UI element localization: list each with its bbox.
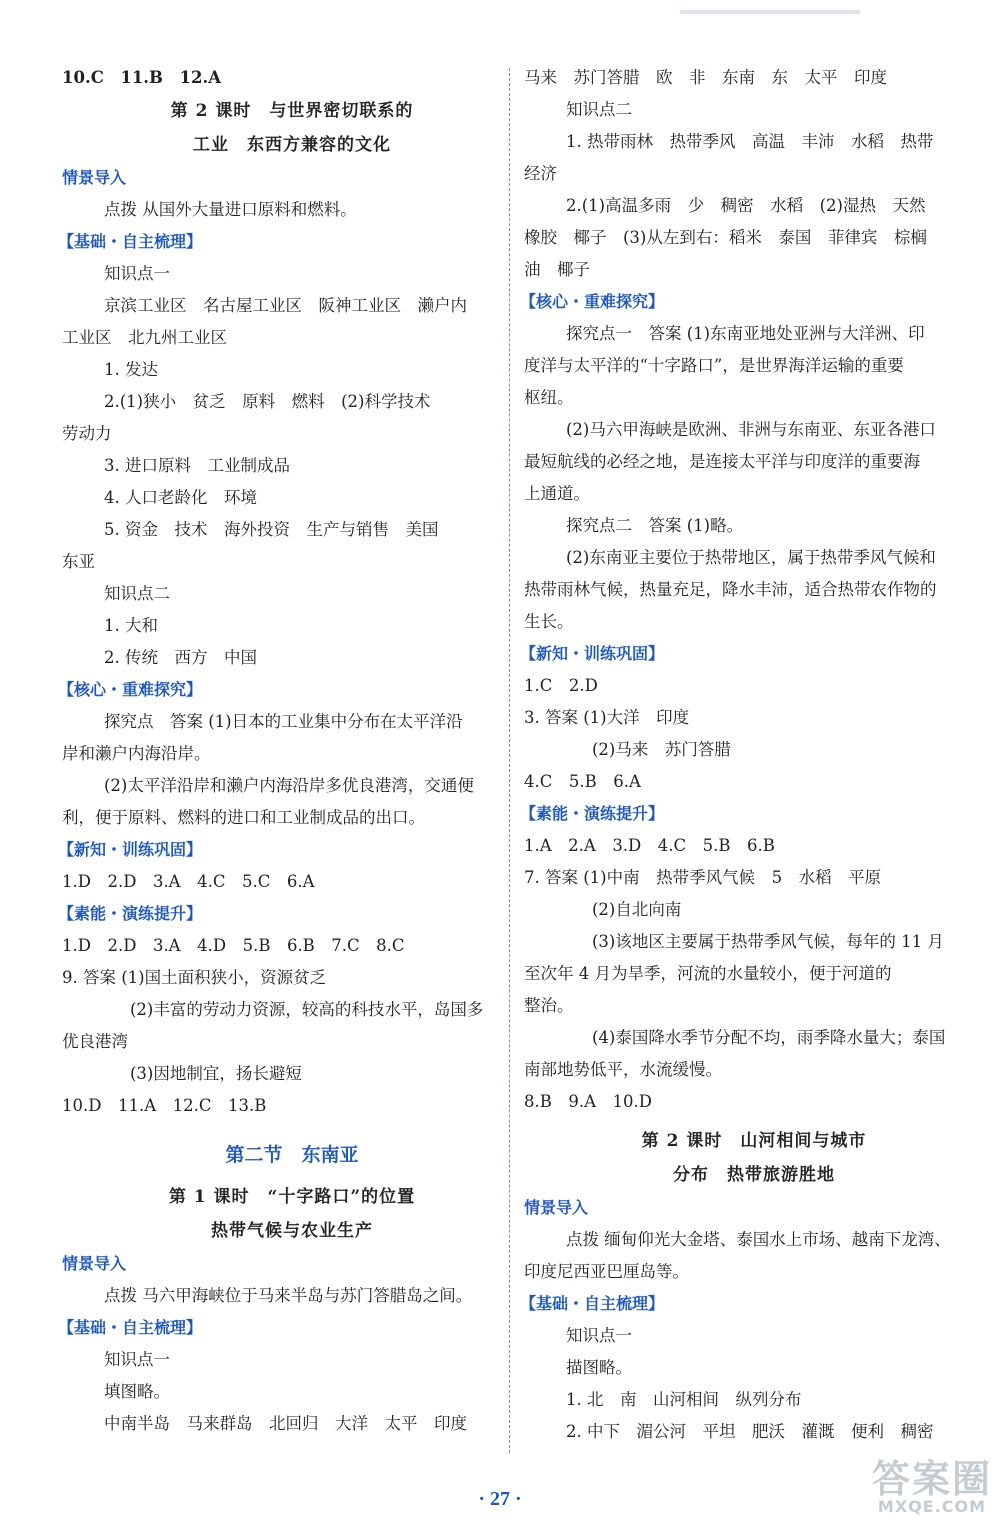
text-line: 2.(1)高温多雨 少 稠密 水稻 (2)湿热 天然 — [566, 196, 926, 215]
section-heading: 【核心・重难探究】 — [520, 292, 665, 311]
section-heading: 【基础・自主梳理】 — [58, 232, 203, 251]
text-line: 2. 传统 西方 中国 — [104, 648, 257, 667]
text-line: (3)因地制宜，扬长避短 — [130, 1064, 302, 1083]
answer-line: 10.C 11.B 12.A — [62, 68, 221, 87]
text-line: 5. 资金 技术 海外投资 生产与销售 美国 — [104, 520, 439, 539]
text-line: 京滨工业区 名古屋工业区 阪神工业区 濑户内 — [104, 296, 467, 315]
text-line: 知识点一 — [104, 264, 170, 283]
text-line: 利，便于原料、燃料的进口和工业制成品的出口。 — [62, 808, 425, 827]
text-line: (4)泰国降水季节分配不均，雨季降水量大；泰国 — [592, 1028, 946, 1047]
text-line: 枢纽。 — [524, 388, 574, 407]
section-heading: 【基础・自主梳理】 — [58, 1318, 203, 1337]
text-line: (2)太平洋沿岸和濑户内海沿岸多优良港湾，交通便 — [104, 776, 474, 795]
text-line: (2)丰富的劳动力资源，较高的科技水平，岛国多 — [130, 1000, 484, 1019]
lesson-title: 第 2 课时 与世界密切联系的 — [170, 101, 414, 121]
section-heading: 情景导入 — [524, 1198, 589, 1217]
left-column — [58, 62, 522, 1440]
section-heading: 【素能・演练提升】 — [58, 904, 203, 923]
text-line: 7. 答案 (1)中南 热带季风气候 5 水稻 平原 — [524, 868, 882, 887]
section-heading: 情景导入 — [62, 168, 127, 187]
answer-line: 10.D 11.A 12.C 13.B — [62, 1096, 267, 1115]
text-line: (2)自北向南 — [592, 900, 682, 919]
text-line: 最短航线的必经之地，是连接太平洋与印度洋的重要海 — [524, 452, 920, 471]
text-line: 生长。 — [524, 612, 574, 631]
text-line: 经济 — [524, 164, 557, 183]
answer-line: 1.A 2.A 3.D 4.C 5.B 6.B — [524, 836, 775, 855]
lesson-title: 工业 东西方兼容的文化 — [193, 135, 391, 155]
column-divider — [509, 68, 510, 1453]
section-heading: 【素能・演练提升】 — [520, 804, 665, 823]
text-line: 岸和濑户内海沿岸。 — [62, 744, 211, 763]
section-heading: 【核心・重难探究】 — [58, 680, 203, 699]
text-line: 知识点一 — [104, 1350, 170, 1369]
answer-line: 1.D 2.D 3.A 4.C 5.C 6.A — [62, 872, 315, 891]
lesson-title: 热带气候与农业生产 — [211, 1221, 373, 1241]
text-line: 工业区 北九州工业区 — [62, 328, 227, 347]
text-line: 4. 人口老龄化 环境 — [104, 488, 257, 507]
text-line: 1. 大和 — [104, 616, 158, 635]
text-line: 油 椰子 — [524, 260, 590, 279]
text-line: 马来 苏门答腊 欧 非 东南 东 太平 印度 — [524, 68, 887, 87]
section-heading: 【基础・自主梳理】 — [520, 1294, 665, 1313]
text-line: (2)东南亚主要位于热带地区，属于热带季风气候和 — [566, 548, 936, 567]
text-line: 点拨 缅甸仰光大金塔、泰国水上市场、越南下龙湾、 — [566, 1230, 951, 1249]
answer-line: 1.C 2.D — [524, 676, 598, 695]
text-line: 1. 北 南 山河相间 纵列分布 — [566, 1390, 802, 1409]
lesson-title: 第 1 课时 “十字路口”的位置 — [168, 1187, 416, 1207]
section-heading: 【新知・训练巩固】 — [520, 644, 665, 663]
lesson-title: 第 2 课时 山河相间与城市 — [641, 1131, 867, 1151]
text-line: (3)该地区主要属于热带季风气候，每年的 11 月 — [592, 932, 944, 951]
text-line: 整治。 — [524, 996, 574, 1015]
text-line: 点拨 从国外大量进口原料和燃料。 — [104, 200, 357, 219]
section-heading: 【新知・训练巩固】 — [58, 840, 203, 859]
text-line: 1. 发达 — [104, 360, 158, 379]
text-line: 知识点二 — [566, 100, 632, 119]
text-line: 知识点二 — [104, 584, 170, 603]
text-line: 探究点 答案 (1)日本的工业集中分布在太平洋沿 — [104, 712, 463, 731]
text-line: 2. 中下 湄公河 平坦 肥沃 灌溉 便利 稠密 — [566, 1422, 934, 1441]
text-line: 上通道。 — [524, 484, 590, 503]
lesson-title: 分布 热带旅游胜地 — [673, 1165, 835, 1185]
text-line: 劳动力 — [62, 424, 112, 443]
text-line: (2)马六甲海峡是欧洲、非洲与东南亚、东亚各港口 — [566, 420, 936, 439]
text-line: 9. 答案 (1)国土面积狭小，资源贫乏 — [62, 968, 327, 987]
watermark-text: 答案圈 — [871, 1457, 992, 1501]
text-line: 度洋与太平洋的“十字路口”，是世界海洋运输的重要 — [524, 356, 904, 375]
text-line: 2.(1)狭小 贫乏 原料 燃料 (2)科学技术 — [104, 392, 431, 411]
section-title: 第二节 东南亚 — [225, 1144, 359, 1166]
page-number: · 27 · — [478, 1488, 522, 1510]
text-line: 探究点一 答案 (1)东南亚地处亚洲与大洋洲、印 — [566, 324, 925, 343]
text-line: 中南半岛 马来群岛 北回归 大洋 太平 印度 — [104, 1414, 467, 1433]
watermark-logo — [872, 1448, 992, 1516]
text-line: 点拨 马六甲海峡位于马来半岛与苏门答腊岛之间。 — [104, 1286, 473, 1305]
text-line: 南部地势低平，水流缓慢。 — [524, 1060, 722, 1079]
answer-line: 8.B 9.A 10.D — [524, 1092, 652, 1111]
text-line: 印度尼西亚巴厘岛等。 — [524, 1262, 689, 1281]
text-line: 东亚 — [62, 552, 95, 571]
text-line: 3. 答案 (1)大洋 印度 — [524, 708, 690, 727]
text-line: 至次年 4 月为旱季，河流的水量较小，便于河道的 — [524, 964, 892, 983]
text-line: 描图略。 — [566, 1358, 632, 1377]
text-line: 热带雨林气候，热量充足，降水丰沛，适合热带农作物的 — [524, 580, 937, 599]
text-line: 探究点二 答案 (1)略。 — [566, 516, 744, 535]
text-line: 1. 热带雨林 热带季风 高温 丰沛 水稻 热带 — [566, 132, 934, 151]
right-column — [520, 68, 984, 1448]
text-line: 3. 进口原料 工业制成品 — [104, 456, 290, 475]
answer-line: 1.D 2.D 3.A 4.D 5.B 6.B 7.C 8.C — [62, 936, 405, 955]
text-line: 填图略。 — [104, 1382, 170, 1401]
text-line: 知识点一 — [566, 1326, 632, 1345]
top-scan-bar — [680, 10, 860, 14]
text-line: (2)马来 苏门答腊 — [592, 740, 731, 759]
answer-line: 4.C 5.B 6.A — [524, 772, 641, 791]
text-line: 橡胶 椰子 (3)从左到右：稻米 泰国 菲律宾 棕榈 — [524, 228, 927, 247]
section-heading: 情景导入 — [62, 1254, 127, 1273]
text-line: 优良港湾 — [62, 1032, 128, 1051]
watermark-url: MXQE.COM — [877, 1497, 987, 1516]
